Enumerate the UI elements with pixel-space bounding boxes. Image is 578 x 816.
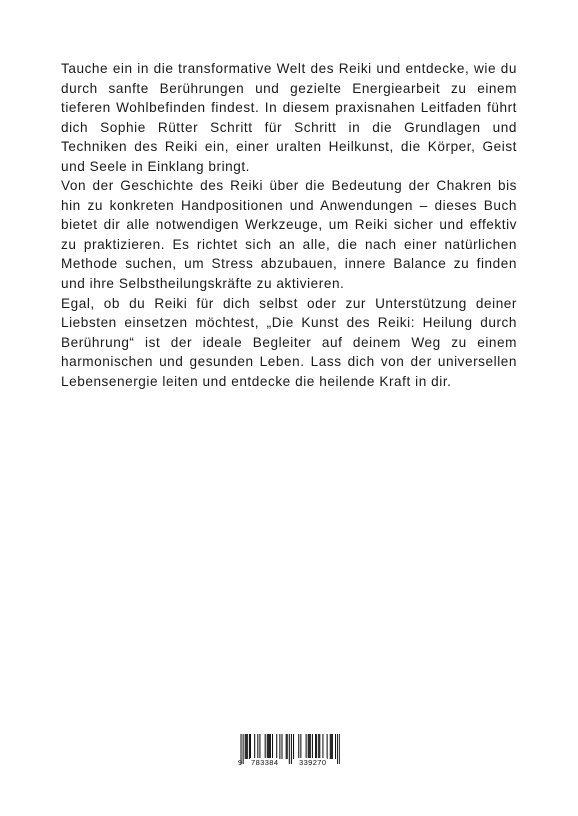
- barcode-bar: [259, 734, 260, 759]
- barcode-guard-bar: [291, 734, 292, 764]
- barcode-bar: [300, 734, 301, 759]
- blurb-paragraph-2: Von der Geschichte des Reiki über die Bedeutung der Chakren bis hin zu konkreten Handpositionen und Anwendungen – dieses Buch bietet dir alle notwendigen Werkzeuge, um Reiki sicher und effektiv zu praktizieren. Es richtet sich an alle, die nach einer natürlichen Methode suchen, um Stress abzubauen, innere Balance zu finden und ihre Selbstheilungskräfte zu aktivieren.: [61, 178, 517, 292]
- barcode-right-digits: 339270: [299, 758, 327, 767]
- barcode-bar: [318, 734, 319, 759]
- barcode-bar: [293, 734, 294, 759]
- barcode-bar: [276, 734, 277, 759]
- blurb-text: [61, 59, 517, 391]
- barcode-bar: [267, 734, 268, 759]
- barcode-bar: [308, 734, 309, 759]
- barcode-bar: [331, 734, 332, 759]
- barcode-bar: [281, 734, 282, 759]
- barcode-bar: [309, 734, 310, 759]
- barcode-bar: [272, 734, 273, 759]
- barcode-guard-bar: [289, 734, 290, 764]
- barcode-bar: [319, 734, 320, 759]
- barcode-bar: [268, 734, 269, 759]
- barcode-left-digits: 783384: [251, 758, 279, 767]
- barcode-first-digit: 9: [238, 758, 243, 767]
- barcode-bar: [312, 734, 313, 759]
- barcode-bar: [265, 734, 266, 759]
- blurb-paragraph-3: Egal, ob du Reiki für dich selbst oder zur Unterstützung deiner Liebsten einsetzen möchtest, „Die Kunst des Reiki: Heilung durch Berührung“ ist der ideale Begleiter auf deinem Weg zu einem harmonischen und gesunden Leben. Lass dich von der universellen Lebensenergie leiten und entdecke die heilende Kraft in dir.: [61, 295, 517, 389]
- barcode-bar: [250, 734, 251, 759]
- barcode-bar: [327, 734, 328, 759]
- barcode-bar: [316, 734, 317, 759]
- barcode-bar: [306, 734, 307, 759]
- barcode-bar: [332, 734, 333, 759]
- barcode-bar: [287, 734, 288, 759]
- barcode-bar: [257, 734, 258, 759]
- barcode-bar: [310, 734, 311, 759]
- barcode-bar: [279, 734, 280, 759]
- isbn-barcode: [238, 734, 340, 768]
- barcode-bar: [270, 734, 271, 759]
- barcode-bar: [322, 734, 323, 759]
- barcode-bar: [286, 734, 287, 759]
- barcode-guard-bar: [339, 734, 340, 764]
- barcode-bar: [245, 734, 246, 759]
- barcode-bar: [330, 734, 331, 759]
- barcode-bar: [335, 734, 336, 759]
- barcode-bar: [298, 734, 299, 759]
- barcode-bar: [246, 734, 247, 759]
- barcode-bar: [315, 734, 316, 759]
- barcode-bar: [249, 734, 250, 759]
- blurb-paragraph-1: Tauche ein in die transformative Welt des Reiki und entdecke, wie du durch sanfte Berührungen und gezielte Energiearbeit zu einem tieferen Wohlbefinden findest. In diesem praxisnahen Leitfaden führt dich Sophie Rütter Schritt für Schritt in die Grundlagen und Techniken des Reiki ein, einer uralten Heilkunst, die Körper, Geist und Seele in Einklang bringt.: [61, 61, 517, 174]
- barcode-bar: [269, 734, 270, 759]
- barcode-bar: [254, 734, 255, 759]
- barcode-bar: [247, 734, 248, 759]
- barcode-guard-bar: [337, 734, 338, 764]
